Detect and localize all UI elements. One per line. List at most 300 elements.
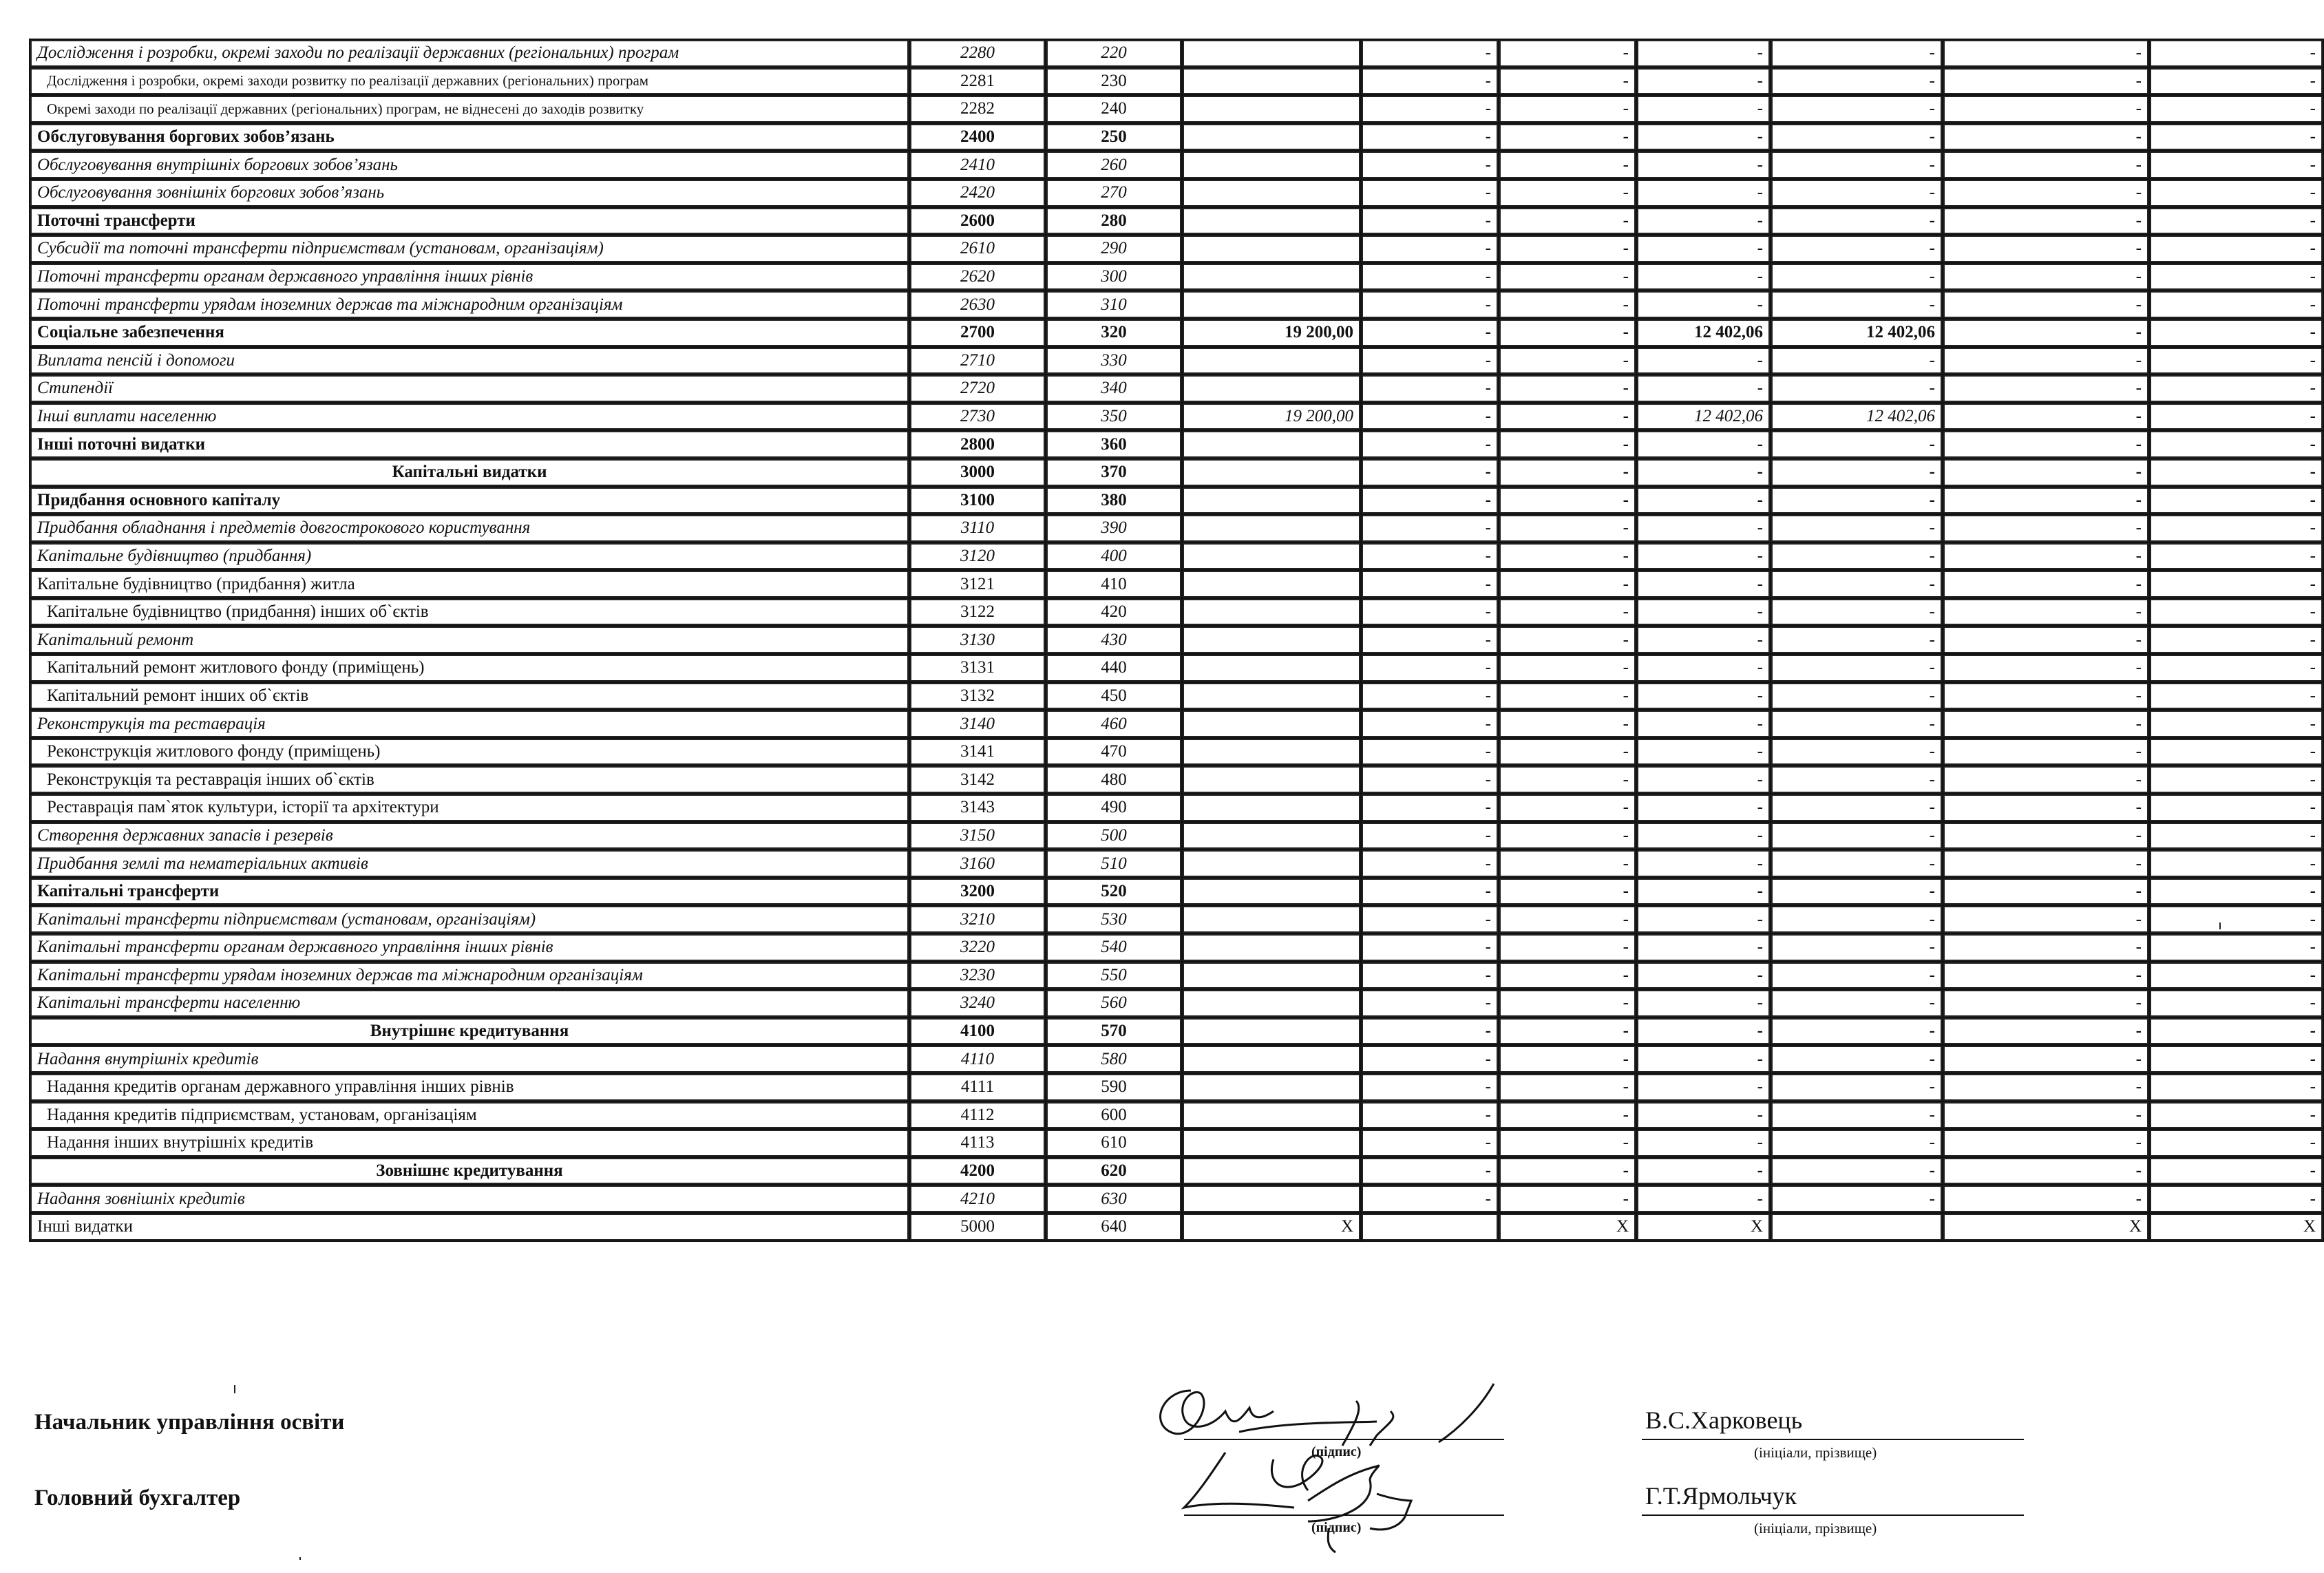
row-value-cell <box>1182 933 1361 962</box>
row-kekv-cell: 3143 <box>909 794 1046 822</box>
row-value-cell: - <box>1943 39 2149 67</box>
row-value-cell <box>1182 39 1361 67</box>
row-value-cell: - <box>1943 291 2149 319</box>
row-code-cell: 540 <box>1046 933 1182 962</box>
row-name-cell: Поточні трансферти органам державного управління інших рівнів <box>30 263 909 291</box>
row-value-cell: - <box>1361 654 1499 682</box>
row-value-cell: - <box>2149 542 2323 571</box>
row-kekv-cell: 2282 <box>909 95 1046 123</box>
row-name-cell: Створення державних запасів і резервів <box>30 822 909 850</box>
row-value-cell <box>1361 1213 1499 1241</box>
row-value-cell: - <box>1771 1073 1943 1101</box>
row-value-cell: - <box>1636 263 1771 291</box>
row-value-cell: - <box>2149 962 2323 990</box>
row-value-cell: - <box>2149 682 2323 710</box>
row-value-cell: - <box>1771 374 1943 403</box>
row-value-cell: - <box>1636 878 1771 906</box>
row-kekv-cell: 4112 <box>909 1101 1046 1130</box>
row-value-cell: - <box>1361 1157 1499 1185</box>
row-value-cell: - <box>1943 626 2149 654</box>
row-value-cell: - <box>1943 235 2149 263</box>
row-value-cell <box>1182 263 1361 291</box>
row-value-cell: - <box>1943 347 2149 375</box>
row-value-cell: - <box>1771 654 1943 682</box>
row-value-cell: - <box>1943 989 2149 1017</box>
row-value-cell: - <box>1771 822 1943 850</box>
row-value-cell: - <box>1499 1073 1636 1101</box>
row-code-cell: 610 <box>1046 1129 1182 1157</box>
row-value-cell: - <box>2149 989 2323 1017</box>
table-row <box>30 1101 2323 1130</box>
row-kekv-cell: 3200 <box>909 878 1046 906</box>
row-value-cell: - <box>1361 598 1499 626</box>
row-value-cell: - <box>1943 849 2149 878</box>
row-value-cell: - <box>1636 849 1771 878</box>
scan-speck <box>299 1557 301 1560</box>
row-value-cell: - <box>1943 710 2149 738</box>
row-value-cell: - <box>1943 514 2149 542</box>
row-value-cell <box>1182 570 1361 598</box>
row-value-cell: - <box>1499 319 1636 347</box>
row-name-cell: Капітальні видатки <box>30 458 909 487</box>
row-value-cell: - <box>1499 235 1636 263</box>
row-name-cell: Окремі заходи по реалізації державних (регіональних) програм, не віднесені до заходів розвитку <box>30 95 909 123</box>
row-value-cell: - <box>1499 207 1636 235</box>
row-code-cell: 300 <box>1046 263 1182 291</box>
row-value-cell: - <box>1499 347 1636 375</box>
row-value-cell: - <box>2149 654 2323 682</box>
row-value-cell: - <box>1771 542 1943 571</box>
row-value-cell: - <box>1361 514 1499 542</box>
row-value-cell: - <box>1943 905 2149 933</box>
row-name-cell: Капітальне будівництво (придбання) <box>30 542 909 571</box>
row-value-cell: - <box>1771 933 1943 962</box>
row-value-cell: - <box>2149 1129 2323 1157</box>
row-value-cell: - <box>1636 570 1771 598</box>
row-value-cell: - <box>2149 1045 2323 1073</box>
row-code-cell: 450 <box>1046 682 1182 710</box>
row-kekv-cell: 3140 <box>909 710 1046 738</box>
row-name-cell: Обслуговування боргових зобов’язань <box>30 123 909 151</box>
row-name-cell: Поточні трансферти урядам іноземних держав та міжнародним організаціям <box>30 291 909 319</box>
row-name-cell: Капітальні трансферти органам державного управління інших рівнів <box>30 933 909 962</box>
row-value-cell <box>1182 1157 1361 1185</box>
row-value-cell: - <box>1771 626 1943 654</box>
row-value-cell: - <box>1771 989 1943 1017</box>
row-value-cell: - <box>1943 95 2149 123</box>
row-value-cell: - <box>2149 766 2323 794</box>
row-value-cell: - <box>1771 1185 1943 1213</box>
row-code-cell: 520 <box>1046 878 1182 906</box>
row-value-cell: - <box>1636 822 1771 850</box>
row-value-cell: - <box>1943 263 2149 291</box>
row-value-cell: - <box>1771 766 1943 794</box>
row-value-cell: - <box>1361 39 1499 67</box>
row-value-cell: - <box>1771 514 1943 542</box>
row-value-cell: - <box>1636 933 1771 962</box>
row-value-cell <box>1182 794 1361 822</box>
row-value-cell: - <box>1499 878 1636 906</box>
row-name-cell: Надання кредитів підприємствам, установам, організаціям <box>30 1101 909 1130</box>
row-value-cell: - <box>1499 822 1636 850</box>
row-kekv-cell: 3142 <box>909 766 1046 794</box>
row-value-cell: - <box>1361 151 1499 179</box>
row-code-cell: 310 <box>1046 291 1182 319</box>
row-kekv-cell: 4100 <box>909 1017 1046 1046</box>
row-value-cell: - <box>1943 822 2149 850</box>
table-row <box>30 403 2323 431</box>
row-kekv-cell: 3122 <box>909 598 1046 626</box>
row-value-cell: - <box>1499 1101 1636 1130</box>
row-code-cell: 580 <box>1046 1045 1182 1073</box>
row-value-cell: - <box>1636 962 1771 990</box>
table-row <box>30 95 2323 123</box>
row-value-cell: - <box>1771 1045 1943 1073</box>
row-value-cell: - <box>1943 682 2149 710</box>
row-value-cell: - <box>1771 207 1943 235</box>
row-value-cell: X <box>1499 1213 1636 1241</box>
row-value-cell: - <box>1636 1017 1771 1046</box>
row-value-cell: - <box>2149 151 2323 179</box>
row-value-cell: - <box>1771 1101 1943 1130</box>
row-value-cell: - <box>1361 933 1499 962</box>
row-value-cell: - <box>1361 682 1499 710</box>
table-row <box>30 794 2323 822</box>
row-kekv-cell: 2610 <box>909 235 1046 263</box>
row-code-cell: 510 <box>1046 849 1182 878</box>
row-kekv-cell: 4111 <box>909 1073 1046 1101</box>
row-code-cell: 400 <box>1046 542 1182 571</box>
row-value-cell: - <box>1499 626 1636 654</box>
row-value-cell: - <box>2149 458 2323 487</box>
row-value-cell: - <box>1499 905 1636 933</box>
row-value-cell: - <box>1361 458 1499 487</box>
row-value-cell <box>1182 962 1361 990</box>
row-value-cell: - <box>1499 794 1636 822</box>
row-value-cell: - <box>1636 514 1771 542</box>
row-value-cell: - <box>1636 207 1771 235</box>
row-value-cell <box>1182 430 1361 458</box>
row-value-cell <box>1182 849 1361 878</box>
row-value-cell: - <box>1943 458 2149 487</box>
row-value-cell: - <box>1636 179 1771 207</box>
row-name-cell: Реконструкція та реставрація інших об`єктів <box>30 766 909 794</box>
row-value-cell: - <box>2149 291 2323 319</box>
table-body <box>30 39 2323 1241</box>
row-value-cell: - <box>1361 1073 1499 1101</box>
row-value-cell <box>1182 710 1361 738</box>
row-value-cell: - <box>1771 1129 1943 1157</box>
row-value-cell <box>1182 179 1361 207</box>
row-value-cell: - <box>1636 1185 1771 1213</box>
row-value-cell: - <box>1771 487 1943 515</box>
row-value-cell <box>1182 542 1361 571</box>
row-value-cell: - <box>1636 95 1771 123</box>
row-value-cell <box>1182 654 1361 682</box>
row-value-cell: - <box>1771 738 1943 766</box>
row-value-cell: - <box>1361 291 1499 319</box>
row-value-cell: - <box>1636 1129 1771 1157</box>
accountant-name: Г.Т.Ярмольчук <box>1645 1482 1797 1510</box>
row-value-cell: - <box>1499 1185 1636 1213</box>
row-value-cell: - <box>1361 626 1499 654</box>
row-name-cell: Надання внутрішніх кредитів <box>30 1045 909 1073</box>
row-name-cell: Капітальний ремонт інших об`єктів <box>30 682 909 710</box>
row-value-cell: - <box>1636 1157 1771 1185</box>
row-name-cell: Надання зовнішніх кредитів <box>30 1185 909 1213</box>
row-value-cell: - <box>1771 878 1943 906</box>
row-value-cell: - <box>1943 374 2149 403</box>
row-value-cell: - <box>1771 95 1943 123</box>
row-value-cell <box>1771 1213 1943 1241</box>
row-value-cell: - <box>1636 235 1771 263</box>
row-value-cell: - <box>2149 430 2323 458</box>
row-code-cell: 490 <box>1046 794 1182 822</box>
row-value-cell: - <box>2149 487 2323 515</box>
accountant-signature-caption: (підпис) <box>1311 1520 1362 1535</box>
accountant-title: Головний бухгалтер <box>34 1486 241 1510</box>
row-value-cell: - <box>1361 1129 1499 1157</box>
row-value-cell: - <box>1771 849 1943 878</box>
row-value-cell: - <box>1636 67 1771 96</box>
row-name-cell: Надання кредитів органам державного управління інших рівнів <box>30 1073 909 1101</box>
row-code-cell: 460 <box>1046 710 1182 738</box>
row-value-cell <box>1182 514 1361 542</box>
row-value-cell: - <box>1499 123 1636 151</box>
scan-speck <box>234 1385 235 1393</box>
row-value-cell <box>1182 598 1361 626</box>
row-code-cell: 320 <box>1046 319 1182 347</box>
row-name-cell: Виплата пенсій і допомоги <box>30 347 909 375</box>
head-name-line <box>1642 1439 2024 1440</box>
table-row <box>30 263 2323 291</box>
row-value-cell: - <box>1943 962 2149 990</box>
row-value-cell <box>1182 487 1361 515</box>
row-value-cell: - <box>1361 738 1499 766</box>
row-code-cell: 240 <box>1046 95 1182 123</box>
row-value-cell: - <box>1943 766 2149 794</box>
row-value-cell: - <box>2149 1101 2323 1130</box>
row-value-cell: 12 402,06 <box>1771 403 1943 431</box>
row-kekv-cell: 2720 <box>909 374 1046 403</box>
row-name-cell: Інші виплати населенню <box>30 403 909 431</box>
row-value-cell: - <box>1499 1157 1636 1185</box>
row-value-cell: - <box>1943 1017 2149 1046</box>
table-row <box>30 430 2323 458</box>
row-name-cell: Придбання землі та нематеріальних активів <box>30 849 909 878</box>
row-value-cell: - <box>1499 1017 1636 1046</box>
row-value-cell: - <box>1771 794 1943 822</box>
row-value-cell <box>1182 989 1361 1017</box>
table-row <box>30 822 2323 850</box>
row-name-cell: Капітальний ремонт <box>30 626 909 654</box>
row-name-cell: Внутрішнє кредитування <box>30 1017 909 1046</box>
table-row <box>30 1017 2323 1046</box>
table-row <box>30 67 2323 96</box>
table-row <box>30 626 2323 654</box>
row-value-cell: - <box>2149 933 2323 962</box>
row-kekv-cell: 3240 <box>909 989 1046 1017</box>
row-kekv-cell: 2800 <box>909 430 1046 458</box>
head-name: В.С.Харковець <box>1645 1406 1803 1434</box>
row-value-cell: - <box>1499 403 1636 431</box>
row-kekv-cell: 3141 <box>909 738 1046 766</box>
row-code-cell: 220 <box>1046 39 1182 67</box>
row-code-cell: 230 <box>1046 67 1182 96</box>
row-kekv-cell: 3110 <box>909 514 1046 542</box>
row-code-cell: 630 <box>1046 1185 1182 1213</box>
row-value-cell: - <box>1943 487 2149 515</box>
row-value-cell: - <box>1499 458 1636 487</box>
row-value-cell: - <box>2149 1157 2323 1185</box>
row-value-cell: - <box>1636 123 1771 151</box>
table-row <box>30 514 2323 542</box>
row-value-cell <box>1182 1073 1361 1101</box>
row-value-cell: - <box>1771 1157 1943 1185</box>
row-value-cell: - <box>1499 374 1636 403</box>
row-name-cell: Обслуговування внутрішніх боргових зобов’язань <box>30 151 909 179</box>
row-value-cell <box>1182 822 1361 850</box>
table-row <box>30 1045 2323 1073</box>
row-value-cell <box>1182 123 1361 151</box>
row-value-cell: - <box>1361 766 1499 794</box>
row-value-cell: - <box>1771 962 1943 990</box>
row-value-cell: - <box>1499 738 1636 766</box>
row-value-cell: - <box>1361 710 1499 738</box>
row-value-cell: - <box>2149 263 2323 291</box>
row-code-cell: 360 <box>1046 430 1182 458</box>
row-value-cell: 12 402,06 <box>1771 319 1943 347</box>
row-value-cell: - <box>1636 766 1771 794</box>
row-value-cell <box>1182 67 1361 96</box>
row-value-cell: - <box>1361 487 1499 515</box>
table-row <box>30 738 2323 766</box>
row-value-cell: - <box>1499 179 1636 207</box>
table-row <box>30 962 2323 990</box>
row-kekv-cell: 4113 <box>909 1129 1046 1157</box>
row-value-cell: - <box>1943 67 2149 96</box>
table-row <box>30 933 2323 962</box>
row-code-cell: 620 <box>1046 1157 1182 1185</box>
row-code-cell: 340 <box>1046 374 1182 403</box>
row-value-cell: - <box>1771 179 1943 207</box>
row-kekv-cell: 3000 <box>909 458 1046 487</box>
row-value-cell: - <box>1499 989 1636 1017</box>
row-value-cell: - <box>1943 179 2149 207</box>
row-value-cell: - <box>1499 487 1636 515</box>
row-value-cell: - <box>1943 123 2149 151</box>
row-value-cell: - <box>1636 905 1771 933</box>
row-value-cell: - <box>1771 598 1943 626</box>
table-row <box>30 319 2323 347</box>
row-code-cell: 500 <box>1046 822 1182 850</box>
row-value-cell: 19 200,00 <box>1182 319 1361 347</box>
row-value-cell: - <box>2149 822 2323 850</box>
row-value-cell: - <box>1361 67 1499 96</box>
row-value-cell: - <box>2149 235 2323 263</box>
row-code-cell: 560 <box>1046 989 1182 1017</box>
row-name-cell: Інші видатки <box>30 1213 909 1241</box>
row-value-cell: - <box>1771 39 1943 67</box>
row-value-cell: - <box>1361 905 1499 933</box>
row-value-cell: - <box>1636 626 1771 654</box>
accountant-signature <box>1170 1432 1501 1556</box>
row-value-cell: - <box>1771 458 1943 487</box>
row-value-cell: - <box>1771 67 1943 96</box>
row-value-cell: - <box>1361 878 1499 906</box>
row-value-cell: - <box>1943 794 2149 822</box>
row-value-cell: - <box>1636 654 1771 682</box>
row-value-cell: - <box>1943 1157 2149 1185</box>
table-row <box>30 151 2323 179</box>
row-value-cell: - <box>1943 319 2149 347</box>
row-kekv-cell: 3210 <box>909 905 1046 933</box>
row-value-cell: - <box>2149 514 2323 542</box>
row-value-cell: - <box>2149 347 2323 375</box>
row-value-cell: - <box>1771 123 1943 151</box>
row-name-cell: Інші поточні видатки <box>30 430 909 458</box>
row-value-cell: - <box>1361 542 1499 571</box>
table-row <box>30 123 2323 151</box>
row-name-cell: Реставрація пам`яток культури, історії та архітектури <box>30 794 909 822</box>
row-value-cell: - <box>1943 654 2149 682</box>
row-value-cell: - <box>1361 207 1499 235</box>
row-value-cell: - <box>2149 374 2323 403</box>
row-value-cell: - <box>1361 179 1499 207</box>
row-code-cell: 470 <box>1046 738 1182 766</box>
table-row <box>30 766 2323 794</box>
row-value-cell: - <box>1636 1101 1771 1130</box>
row-kekv-cell: 2420 <box>909 179 1046 207</box>
row-value-cell: - <box>1943 598 2149 626</box>
table-row <box>30 598 2323 626</box>
row-name-cell: Капітальне будівництво (придбання) житла <box>30 570 909 598</box>
table-row <box>30 1185 2323 1213</box>
row-name-cell: Капітальний ремонт житлового фонду (приміщень) <box>30 654 909 682</box>
row-value-cell: - <box>2149 626 2323 654</box>
row-value-cell: - <box>2149 1185 2323 1213</box>
row-value-cell: - <box>2149 123 2323 151</box>
row-value-cell: - <box>1636 738 1771 766</box>
row-value-cell: 12 402,06 <box>1636 403 1771 431</box>
row-value-cell: - <box>1499 710 1636 738</box>
row-value-cell: - <box>1361 822 1499 850</box>
row-value-cell: - <box>1636 151 1771 179</box>
row-code-cell: 600 <box>1046 1101 1182 1130</box>
row-value-cell: - <box>1499 151 1636 179</box>
row-value-cell: - <box>1636 710 1771 738</box>
row-name-cell: Соціальне забезпечення <box>30 319 909 347</box>
row-value-cell: - <box>2149 1017 2323 1046</box>
row-value-cell: - <box>1636 430 1771 458</box>
row-name-cell: Капітальні трансферти <box>30 878 909 906</box>
row-value-cell <box>1182 347 1361 375</box>
table-row <box>30 179 2323 207</box>
table-row <box>30 542 2323 571</box>
table-row <box>30 710 2323 738</box>
row-name-cell: Капітальні трансферти підприємствам (установам, організаціям) <box>30 905 909 933</box>
row-code-cell: 590 <box>1046 1073 1182 1101</box>
row-kekv-cell: 2710 <box>909 347 1046 375</box>
row-kekv-cell: 5000 <box>909 1213 1046 1241</box>
row-code-cell: 440 <box>1046 654 1182 682</box>
row-value-cell: - <box>2149 878 2323 906</box>
table-row <box>30 39 2323 67</box>
row-kekv-cell: 3150 <box>909 822 1046 850</box>
row-value-cell: - <box>1636 291 1771 319</box>
row-value-cell <box>1182 905 1361 933</box>
row-value-cell: - <box>1361 1045 1499 1073</box>
